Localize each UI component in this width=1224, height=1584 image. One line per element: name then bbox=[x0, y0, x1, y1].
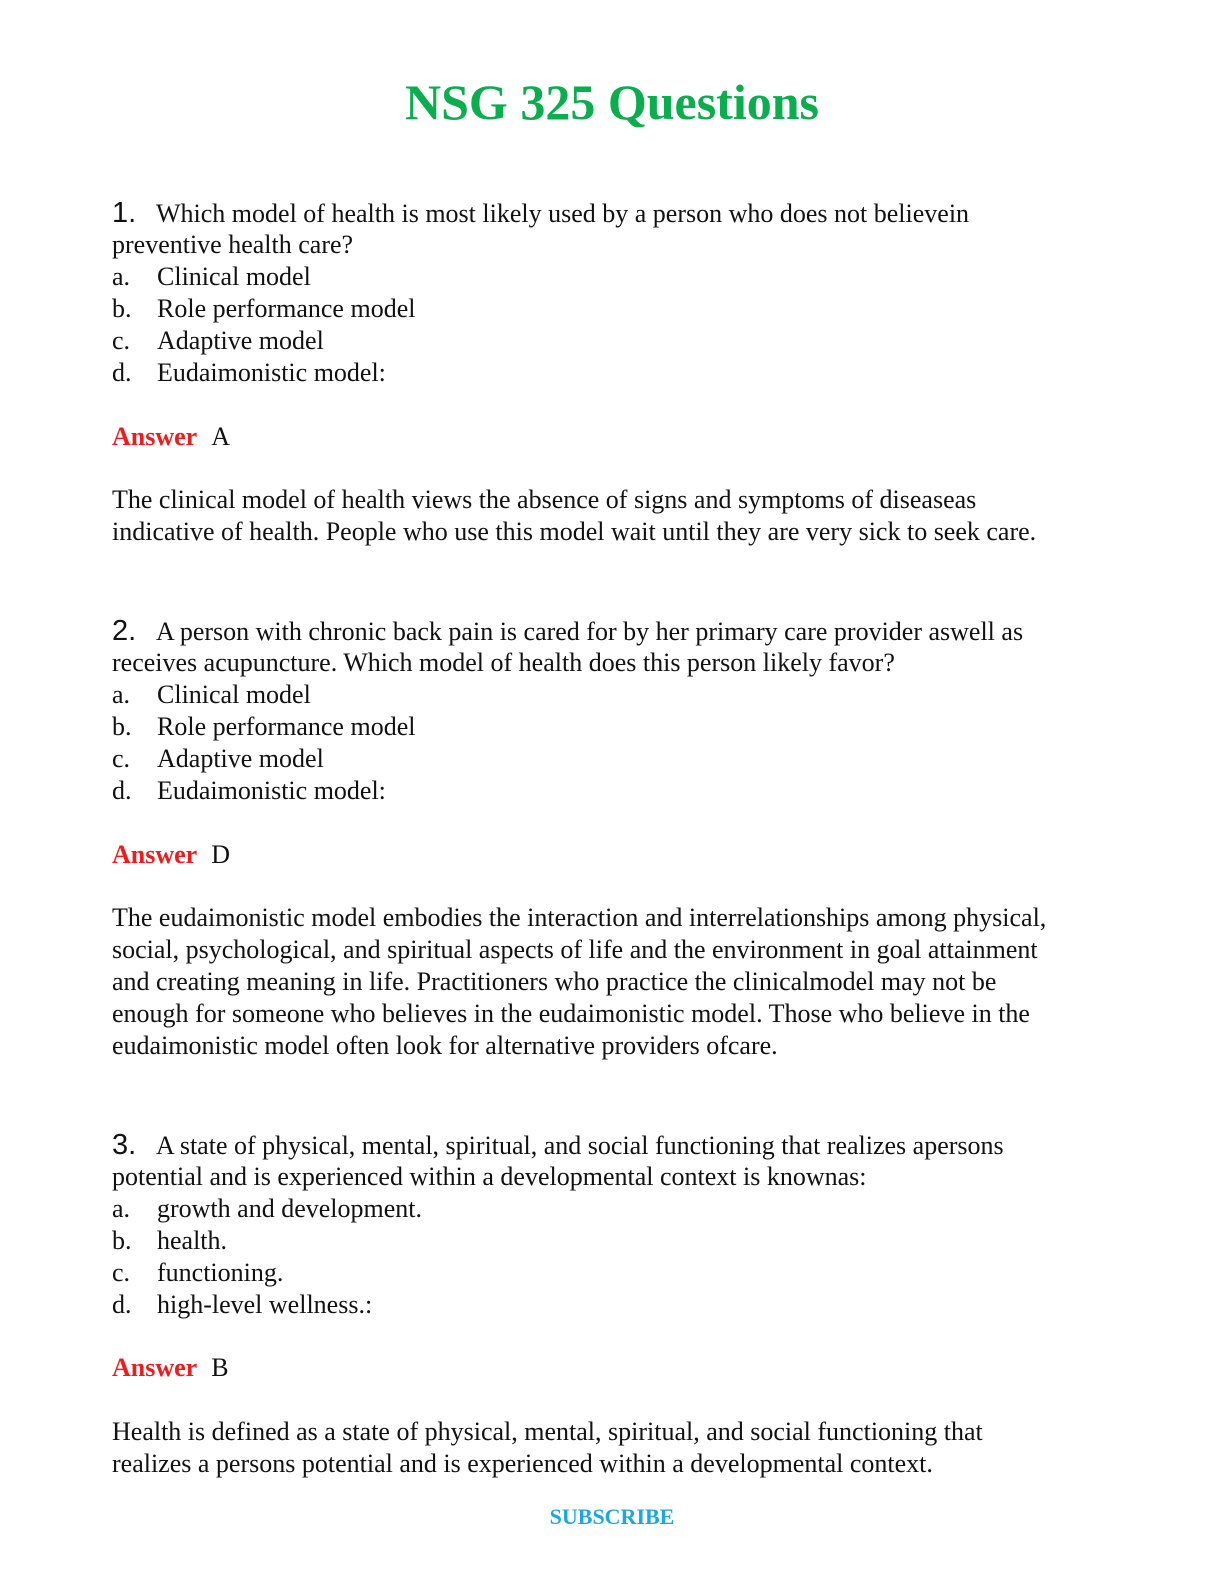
question-stem-line bbox=[112, 1161, 1122, 1193]
answer-line bbox=[112, 1352, 1122, 1384]
question-3 bbox=[112, 1129, 1122, 1321]
question-number: 1. bbox=[112, 197, 137, 229]
option-text: Role performance model bbox=[157, 712, 416, 741]
answer-option bbox=[112, 293, 1122, 325]
answer-value: D bbox=[211, 840, 230, 869]
option-text: Adaptive model bbox=[157, 744, 324, 773]
answer-label: Answer bbox=[112, 422, 198, 451]
answer-label: Answer bbox=[112, 1353, 198, 1382]
question-stem-text: A state of physical, mental, spiritual, and social functioning that realizes apersons bbox=[156, 1131, 1004, 1160]
question-number: 2. bbox=[112, 615, 137, 647]
question-stem-line bbox=[112, 647, 1122, 679]
option-text: Clinical model bbox=[157, 262, 311, 291]
explanation-line: The eudaimonistic model embodies the interaction and interrelationships among physical, bbox=[112, 903, 1047, 932]
question-stem-line bbox=[112, 197, 1122, 229]
answer-option bbox=[112, 775, 1122, 807]
answer-option bbox=[112, 261, 1122, 293]
option-letter: c. bbox=[112, 744, 131, 773]
subscribe-link[interactable]: SUBSCRIBE bbox=[549, 1504, 675, 1529]
explanation bbox=[112, 902, 1122, 1062]
explanation-line: enough for someone who believes in the eudaimonistic model. Those who believe in the bbox=[112, 999, 1030, 1028]
answer-option bbox=[112, 1289, 1122, 1321]
answer-option bbox=[112, 679, 1122, 711]
explanation-line: eudaimonistic model often look for alternative providers ofcare. bbox=[112, 1031, 778, 1060]
explanation-line: realizes a persons potential and is experienced within a developmental context. bbox=[112, 1449, 933, 1478]
answer-line bbox=[112, 421, 1122, 453]
option-letter: a. bbox=[112, 262, 131, 291]
question-stem-line bbox=[112, 615, 1122, 647]
explanation bbox=[112, 484, 1122, 548]
option-letter: c. bbox=[112, 326, 131, 355]
answer-value: B bbox=[211, 1353, 229, 1382]
option-text: health. bbox=[157, 1226, 228, 1255]
answer-value: A bbox=[211, 422, 230, 451]
option-text: Role performance model bbox=[157, 294, 416, 323]
option-text: Adaptive model bbox=[157, 326, 324, 355]
question-stem-text: A person with chronic back pain is cared for by her primary care provider aswell as bbox=[156, 617, 1024, 646]
answer-option bbox=[112, 357, 1122, 389]
question-stem-text: preventive health care? bbox=[112, 230, 354, 259]
option-letter: a. bbox=[112, 1194, 131, 1223]
answer-line bbox=[112, 839, 1122, 871]
answer-option bbox=[112, 1225, 1122, 1257]
question-stem-line bbox=[112, 1129, 1122, 1161]
option-text: high-level wellness.: bbox=[157, 1290, 373, 1319]
question-stem-text: receives acupuncture. Which model of health does this person likely favor? bbox=[112, 648, 895, 677]
option-letter: b. bbox=[112, 1226, 132, 1255]
explanation-line: and creating meaning in life. Practitioners who practice the clinicalmodel may not be bbox=[112, 967, 997, 996]
explanation-line: The clinical model of health views the absence of signs and symptoms of diseaseas bbox=[112, 485, 977, 514]
answer-option bbox=[112, 743, 1122, 775]
option-letter: d. bbox=[112, 1290, 132, 1319]
option-letter: a. bbox=[112, 680, 131, 709]
option-letter: c. bbox=[112, 1258, 131, 1287]
document-title: NSG 325 Questions bbox=[405, 74, 819, 130]
question-2 bbox=[112, 615, 1122, 807]
option-text: functioning. bbox=[157, 1258, 284, 1287]
option-text: Eudaimonistic model: bbox=[157, 776, 386, 805]
explanation bbox=[112, 1416, 1122, 1480]
option-text: Eudaimonistic model: bbox=[157, 358, 386, 387]
answer-option bbox=[112, 1257, 1122, 1289]
option-letter: d. bbox=[112, 358, 132, 387]
explanation-line: Health is defined as a state of physical, mental, spiritual, and social functioning that bbox=[112, 1417, 983, 1446]
option-letter: b. bbox=[112, 712, 132, 741]
answer-option bbox=[112, 1193, 1122, 1225]
question-stem-text: Which model of health is most likely used by a person who does not believein bbox=[156, 199, 970, 228]
question-number: 3. bbox=[112, 1129, 137, 1161]
answer-option bbox=[112, 325, 1122, 357]
question-stem-text: potential and is experienced within a developmental context is knownas: bbox=[112, 1162, 867, 1191]
explanation-line: indicative of health. People who use this model wait until they are very sick to seek care. bbox=[112, 517, 1037, 546]
option-letter: b. bbox=[112, 294, 132, 323]
option-letter: d. bbox=[112, 776, 132, 805]
question-1 bbox=[112, 197, 1122, 389]
option-text: Clinical model bbox=[157, 680, 311, 709]
question-stem-line bbox=[112, 229, 1122, 261]
answer-option bbox=[112, 711, 1122, 743]
option-text: growth and development. bbox=[157, 1194, 422, 1223]
explanation-line: social, psychological, and spiritual aspects of life and the environment in goal attainment bbox=[112, 935, 1038, 964]
answer-label: Answer bbox=[112, 840, 198, 869]
